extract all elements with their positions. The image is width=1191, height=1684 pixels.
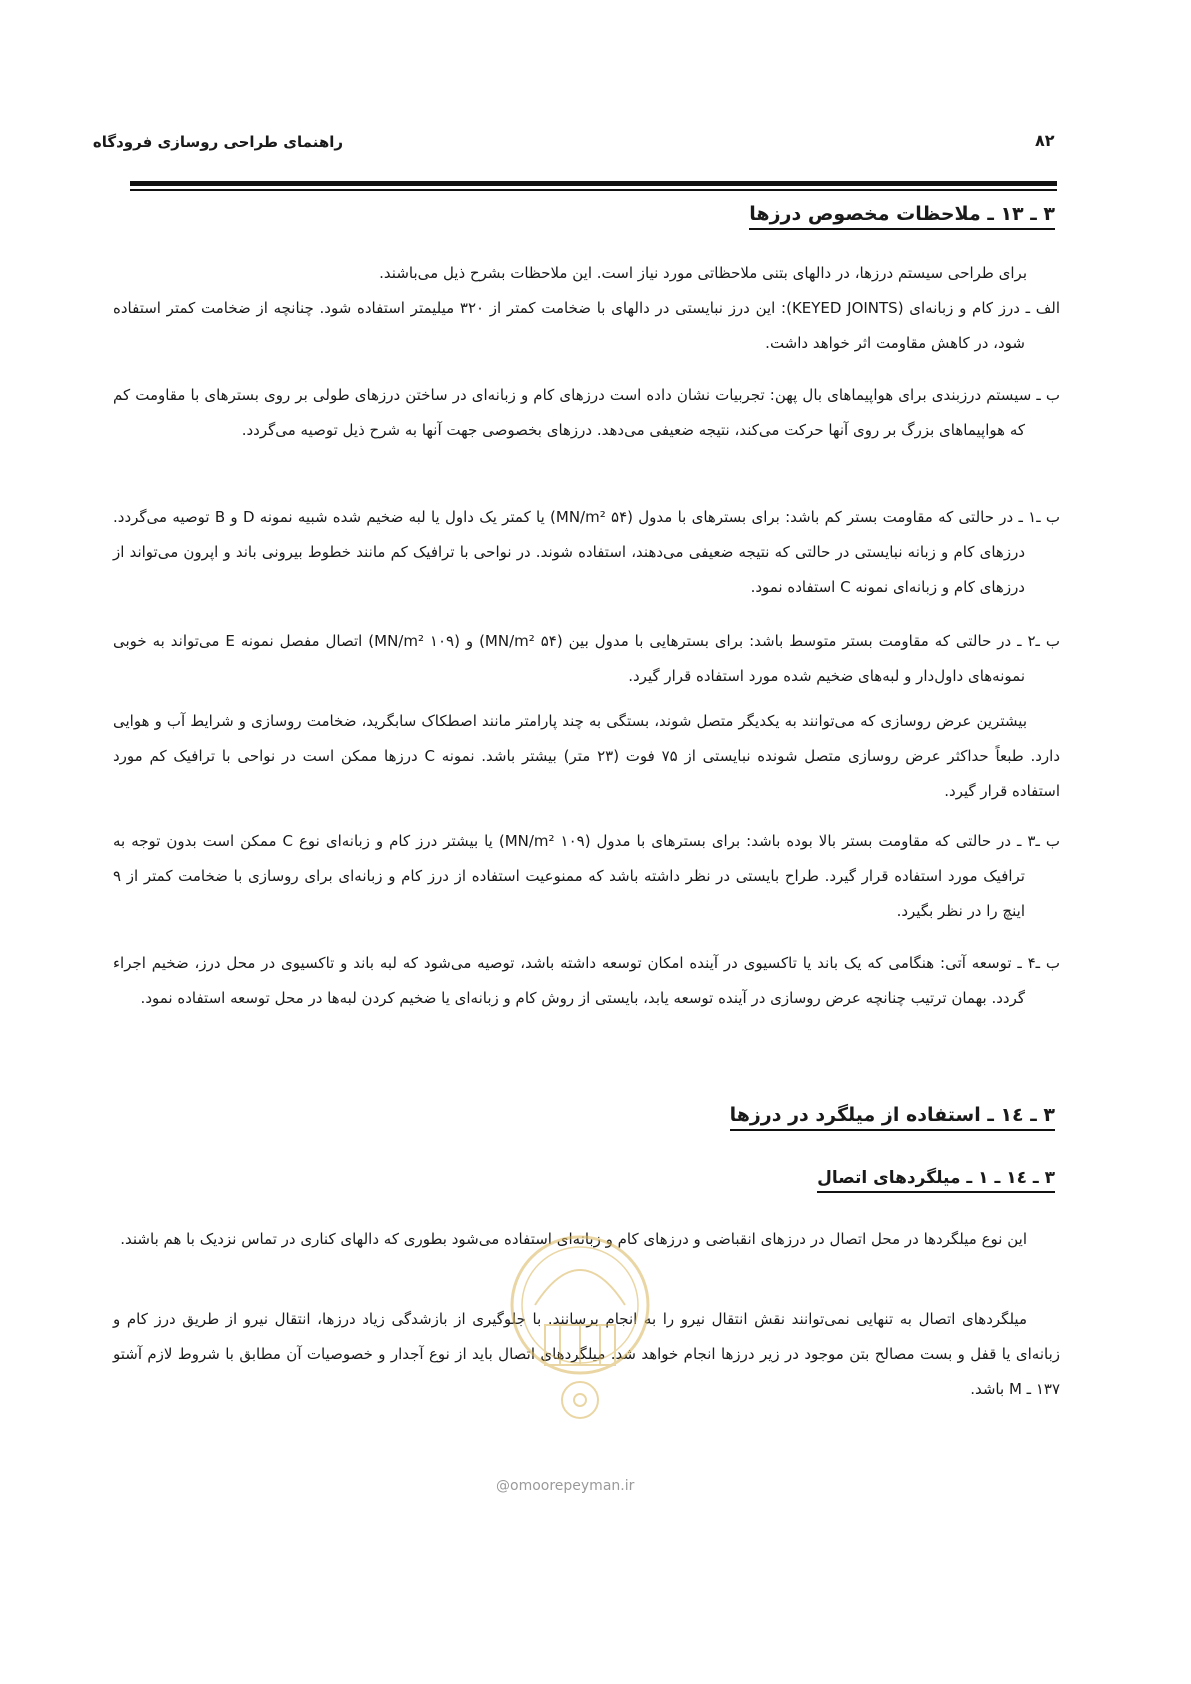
item-alef: الف ـ درز کام و زبانه‌ای (KEYED JOINTS): این درز نبایستی در دالهای با ضخامت کمتر از ۳۲۰ میلیمتر استفاده شود. چنانچه از ضخامت کمتر استفاده شود، در کاهش مقاومت اثر خواهد داشت. [113,299,1060,352]
header-rule-thin [130,189,1057,191]
item-be-3: ب ـ۳ ـ در حالتی که مقاومت بستر بالا بوده باشد: برای بسترهای با مدول (۱۰۹ MN/m²) یا بیشتر درز کام و زبانه‌ای نوع C ممکن است بدون توجه به ترافیک مورد استفاده قرار گیرد. طراح بایستی در نظر داشته باشد که ممنوعیت استفاده از درز کام و زبانه‌ای برای روسازی با ضخامت کمتر از ۹ اینچ را در نظر بگیرد. [113,832,1060,920]
item-be: ب ـ سیستم درزبندی برای هواپیماهای بال پهن: تجربیات نشان داده است درزهای کام و زبانه‌ای در ساختن درزهای طولی بر روی بسترهای با مقاومت کم که هواپیماهای بزرگ بر روی آنها حرکت می‌کند، نتیجه ضعیفی می‌دهد. درزهای بخصوصی جهت آنها به شرح ذیل توصیه می‌گردد. [113,386,1060,439]
section-14-1-heading: ۳ ـ ۱٤ ـ ۱ ـ میلگردهای اتصال [817,1168,1055,1193]
watermark-seal-logo [505,1215,655,1435]
running-header-title: راهنمای طراحی روسازی فرودگاه [92,133,343,151]
section-13-intro: برای طراحی سیستم درزها، در دالهای بتنی ملاحظاتی مورد نیاز است. این ملاحظات بشرح ذیل می‌باشند. [379,264,1027,282]
page-number: ۸۲ [1035,131,1055,150]
section-14-1-paragraph-1: این نوع میلگردها در محل اتصال در درزهای انقباضی و درزهای کام و زبانه‌ای استفاده می‌شود بطوری که دالهای کناری در تماس نزدیک با هم باشند. [120,1230,1027,1248]
item-be-4: ب ـ۴ ـ توسعه آتی: هنگامی که یک باند یا تاکسیوی در آینده امکان توسعه داشته باشد، توصیه می‌شود که لبه باند و تاکسیوی در محل درز، ضخیم اجراء گردد. بهمان ترتیب چنانچه عرض روسازی در آینده توسعه یابد، بایستی از روش کام و زبانه‌ای یا ضخیم کردن لبه‌ها در محل توسعه استفاده نمود. [113,954,1060,1007]
item-be-1: ب ـ۱ ـ در حالتی که مقاومت بستر کم باشد: برای بسترهای با مدول (۵۴ MN/m²) یا کمتر یک داول یا لبه ضخیم شده شبیه نمونه D و B توصیه می‌گردد. درزهای کام و زبانه نبایستی در حالتی که نتیجه ضعیفی می‌دهند، استفاده شوند. در نواحی با ترافیک کم مانند خطوط بیرونی باند و اپرون می‌تواند از درزهای کام و زبانه‌ای نمونه C استفاده نمود. [113,508,1060,596]
watermark-url: @omoorepeyman.ir [496,1478,635,1494]
section-13-heading: ۳ ـ ۱۳ ـ ملاحظات مخصوص درزها [749,203,1055,230]
item-be-2: ب ـ۲ ـ در حالتی که مقاومت بستر متوسط باشد: برای بسترهایی با مدول بین (۵۴ MN/m²) و (۱۰۹ MN/m²) اتصال مفصل نمونه E می‌تواند به خوبی نمونه‌های داول‌دار و لبه‌های ضخیم شده مورد استفاده قرار گیرد. [113,632,1061,685]
section-14-1-paragraph-2: میلگردهای اتصال به تنهایی نمی‌توانند نقش انتقال نیرو را به انجام برسانند. با جلوگیری از بازشدگی زیاد درزها، انتقال نیرو از طریق درز کام و زبانه‌ای یا قفل و بست مصالح بتن موجود در زیر درزها انجام خواهد شد. میلگردهای اتصال باید از نوع آجدار و خصوصیات آن مطابق با شروط لازم آشتو ۱۳۷ ـ M باشد. [113,1310,1060,1398]
paragraph-pavement-width: بیشترین عرض روسازی که می‌توانند به یکدیگر متصل شوند، بستگی به چند پارامتر مانند اصطکاک سابگرید، ضخامت روسازی و شرایط آب و هوایی دارد. طبعاً حداکثر عرض روسازی متصل شونده نبایستی از ۷۵ فوت (۲۳ متر) بیشتر باشد. نمونه C درزها ممکن است در نواحی با ترافیک کم مورد استفاده قرار گیرد. [113,712,1061,800]
section-14-heading: ۳ ـ ۱٤ ـ استفاده از میلگرد در درزها [730,1104,1055,1131]
header-rule-thick [130,181,1057,186]
